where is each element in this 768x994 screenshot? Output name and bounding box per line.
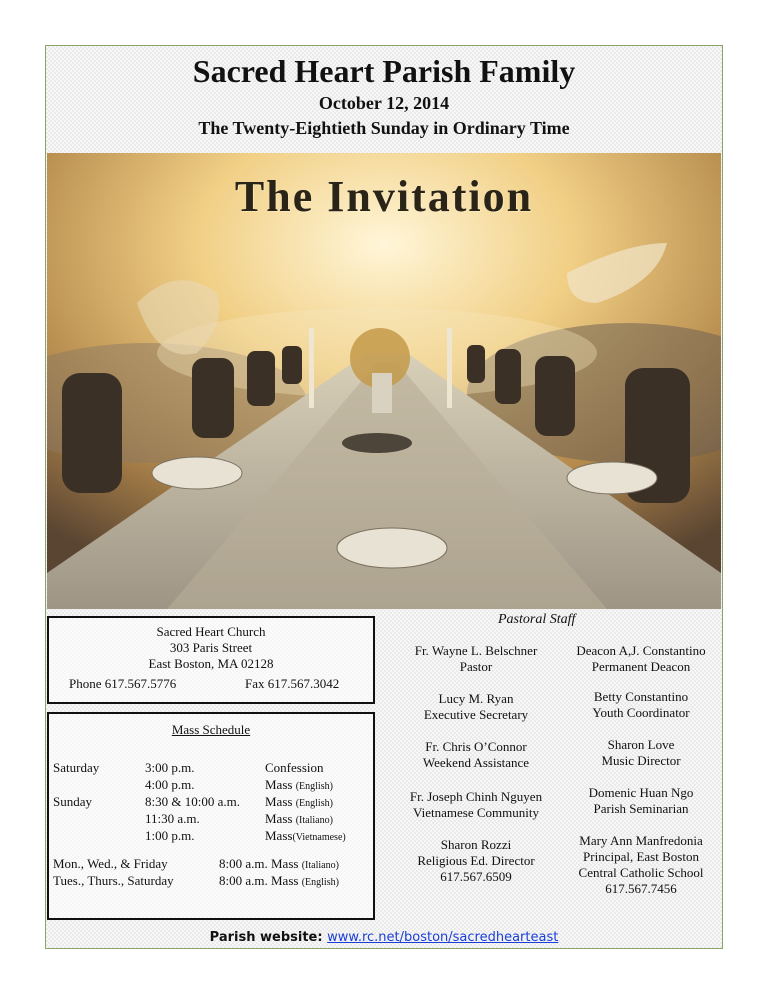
church-street: 303 Paris Street xyxy=(169,640,253,655)
schedule-day: Saturday xyxy=(53,760,100,775)
schedule-time: 3:00 p.m. xyxy=(145,760,195,775)
weekday-mass: 8:00 a.m. Mass (English) xyxy=(219,873,339,888)
staff-role: Music Director xyxy=(601,753,681,768)
mass-schedule-title: Mass Schedule xyxy=(171,722,251,737)
schedule-type: Confession xyxy=(265,760,324,775)
staff-name: Mary Ann Manfredonia xyxy=(579,833,703,848)
schedule-type: Mass (Italiano) xyxy=(265,811,333,826)
schedule-time: 4:00 p.m. xyxy=(145,777,195,792)
staff-name: Fr. Joseph Chinh Nguyen xyxy=(409,789,543,804)
parish-website xyxy=(0,930,768,945)
staff-role: Permanent Deacon xyxy=(591,659,691,674)
schedule-time: 1:00 p.m. xyxy=(145,828,195,843)
staff-phone: 617.567.6509 xyxy=(440,869,512,884)
staff-role-line2: Central Catholic School xyxy=(578,865,704,880)
staff-phone: 617.567.7456 xyxy=(605,881,677,896)
hero-title: The Invitation xyxy=(234,172,534,221)
staff-member xyxy=(556,833,726,897)
staff-member xyxy=(391,643,561,675)
church-phone: Phone 617.567.5776 xyxy=(69,676,177,691)
staff-name: Lucy M. Ryan xyxy=(438,691,514,706)
schedule-language: (Italiano) xyxy=(295,815,333,826)
staff-member xyxy=(556,643,726,675)
schedule-language: (English) xyxy=(295,798,333,809)
hero-image xyxy=(47,153,721,609)
staff-name: Fr. Wayne L. Belschner xyxy=(414,643,538,658)
schedule-language: (Vietnamese) xyxy=(292,832,346,843)
staff-member xyxy=(391,739,561,771)
church-info-box xyxy=(47,616,375,704)
staff-name: Domenic Huan Ngo xyxy=(588,785,694,800)
church-city: East Boston, MA 02128 xyxy=(148,656,274,671)
contact-row xyxy=(69,676,359,692)
website-link[interactable]: www.rc.net/boston/sacredhearteast xyxy=(327,930,559,945)
weekday-days: Tues., Thurs., Saturday xyxy=(53,873,174,888)
schedule-type: Mass(Vietnamese) xyxy=(265,828,346,843)
staff-member xyxy=(556,689,726,721)
staff-member xyxy=(391,691,561,723)
church-name: Sacred Heart Church xyxy=(156,624,266,639)
church-fax: Fax 617.567.3042 xyxy=(245,676,340,691)
weekday-days: Mon., Wed., & Friday xyxy=(53,856,168,871)
schedule-day: Sunday xyxy=(53,794,92,809)
bulletin-date: October 12, 2014 xyxy=(318,93,450,113)
staff-member xyxy=(556,737,726,769)
staff-member xyxy=(556,785,726,817)
schedule-language: (English) xyxy=(295,781,333,792)
staff-name: Fr. Chris O’Connor xyxy=(425,739,527,754)
staff-member xyxy=(391,789,561,821)
staff-role: Weekend Assistance xyxy=(422,755,530,770)
staff-name: Betty Constantino xyxy=(593,689,689,704)
staff-role: Principal, East Boston xyxy=(583,849,699,864)
liturgical-subtitle: The Twenty-Eightieth Sunday in Ordinary Time xyxy=(198,118,570,138)
mass-schedule-box xyxy=(47,712,375,920)
website-label: Parish website: xyxy=(209,930,323,945)
staff-name: Deacon A,J. Constantino xyxy=(576,643,706,658)
staff-role: Youth Coordinator xyxy=(592,705,690,720)
staff-role: Vietnamese Community xyxy=(413,805,539,820)
pastoral-staff-title: Pastoral Staff xyxy=(498,612,576,627)
schedule-time: 8:30 & 10:00 a.m. xyxy=(145,794,240,809)
staff-role: Parish Seminarian xyxy=(593,801,689,816)
page-title: Sacred Heart Parish Family xyxy=(192,53,576,89)
schedule-type: Mass (English) xyxy=(265,777,333,792)
staff-member xyxy=(391,837,561,885)
staff-role: Executive Secretary xyxy=(423,707,529,722)
schedule-type: Mass (English) xyxy=(265,794,333,809)
staff-name: Sharon Rozzi xyxy=(440,837,512,852)
schedule-time: 11:30 a.m. xyxy=(145,811,200,826)
staff-name: Sharon Love xyxy=(607,737,675,752)
weekday-mass: 8:00 a.m. Mass (Italiano) xyxy=(219,856,339,871)
staff-role: Pastor xyxy=(459,659,493,674)
staff-role: Religious Ed. Director xyxy=(417,853,535,868)
